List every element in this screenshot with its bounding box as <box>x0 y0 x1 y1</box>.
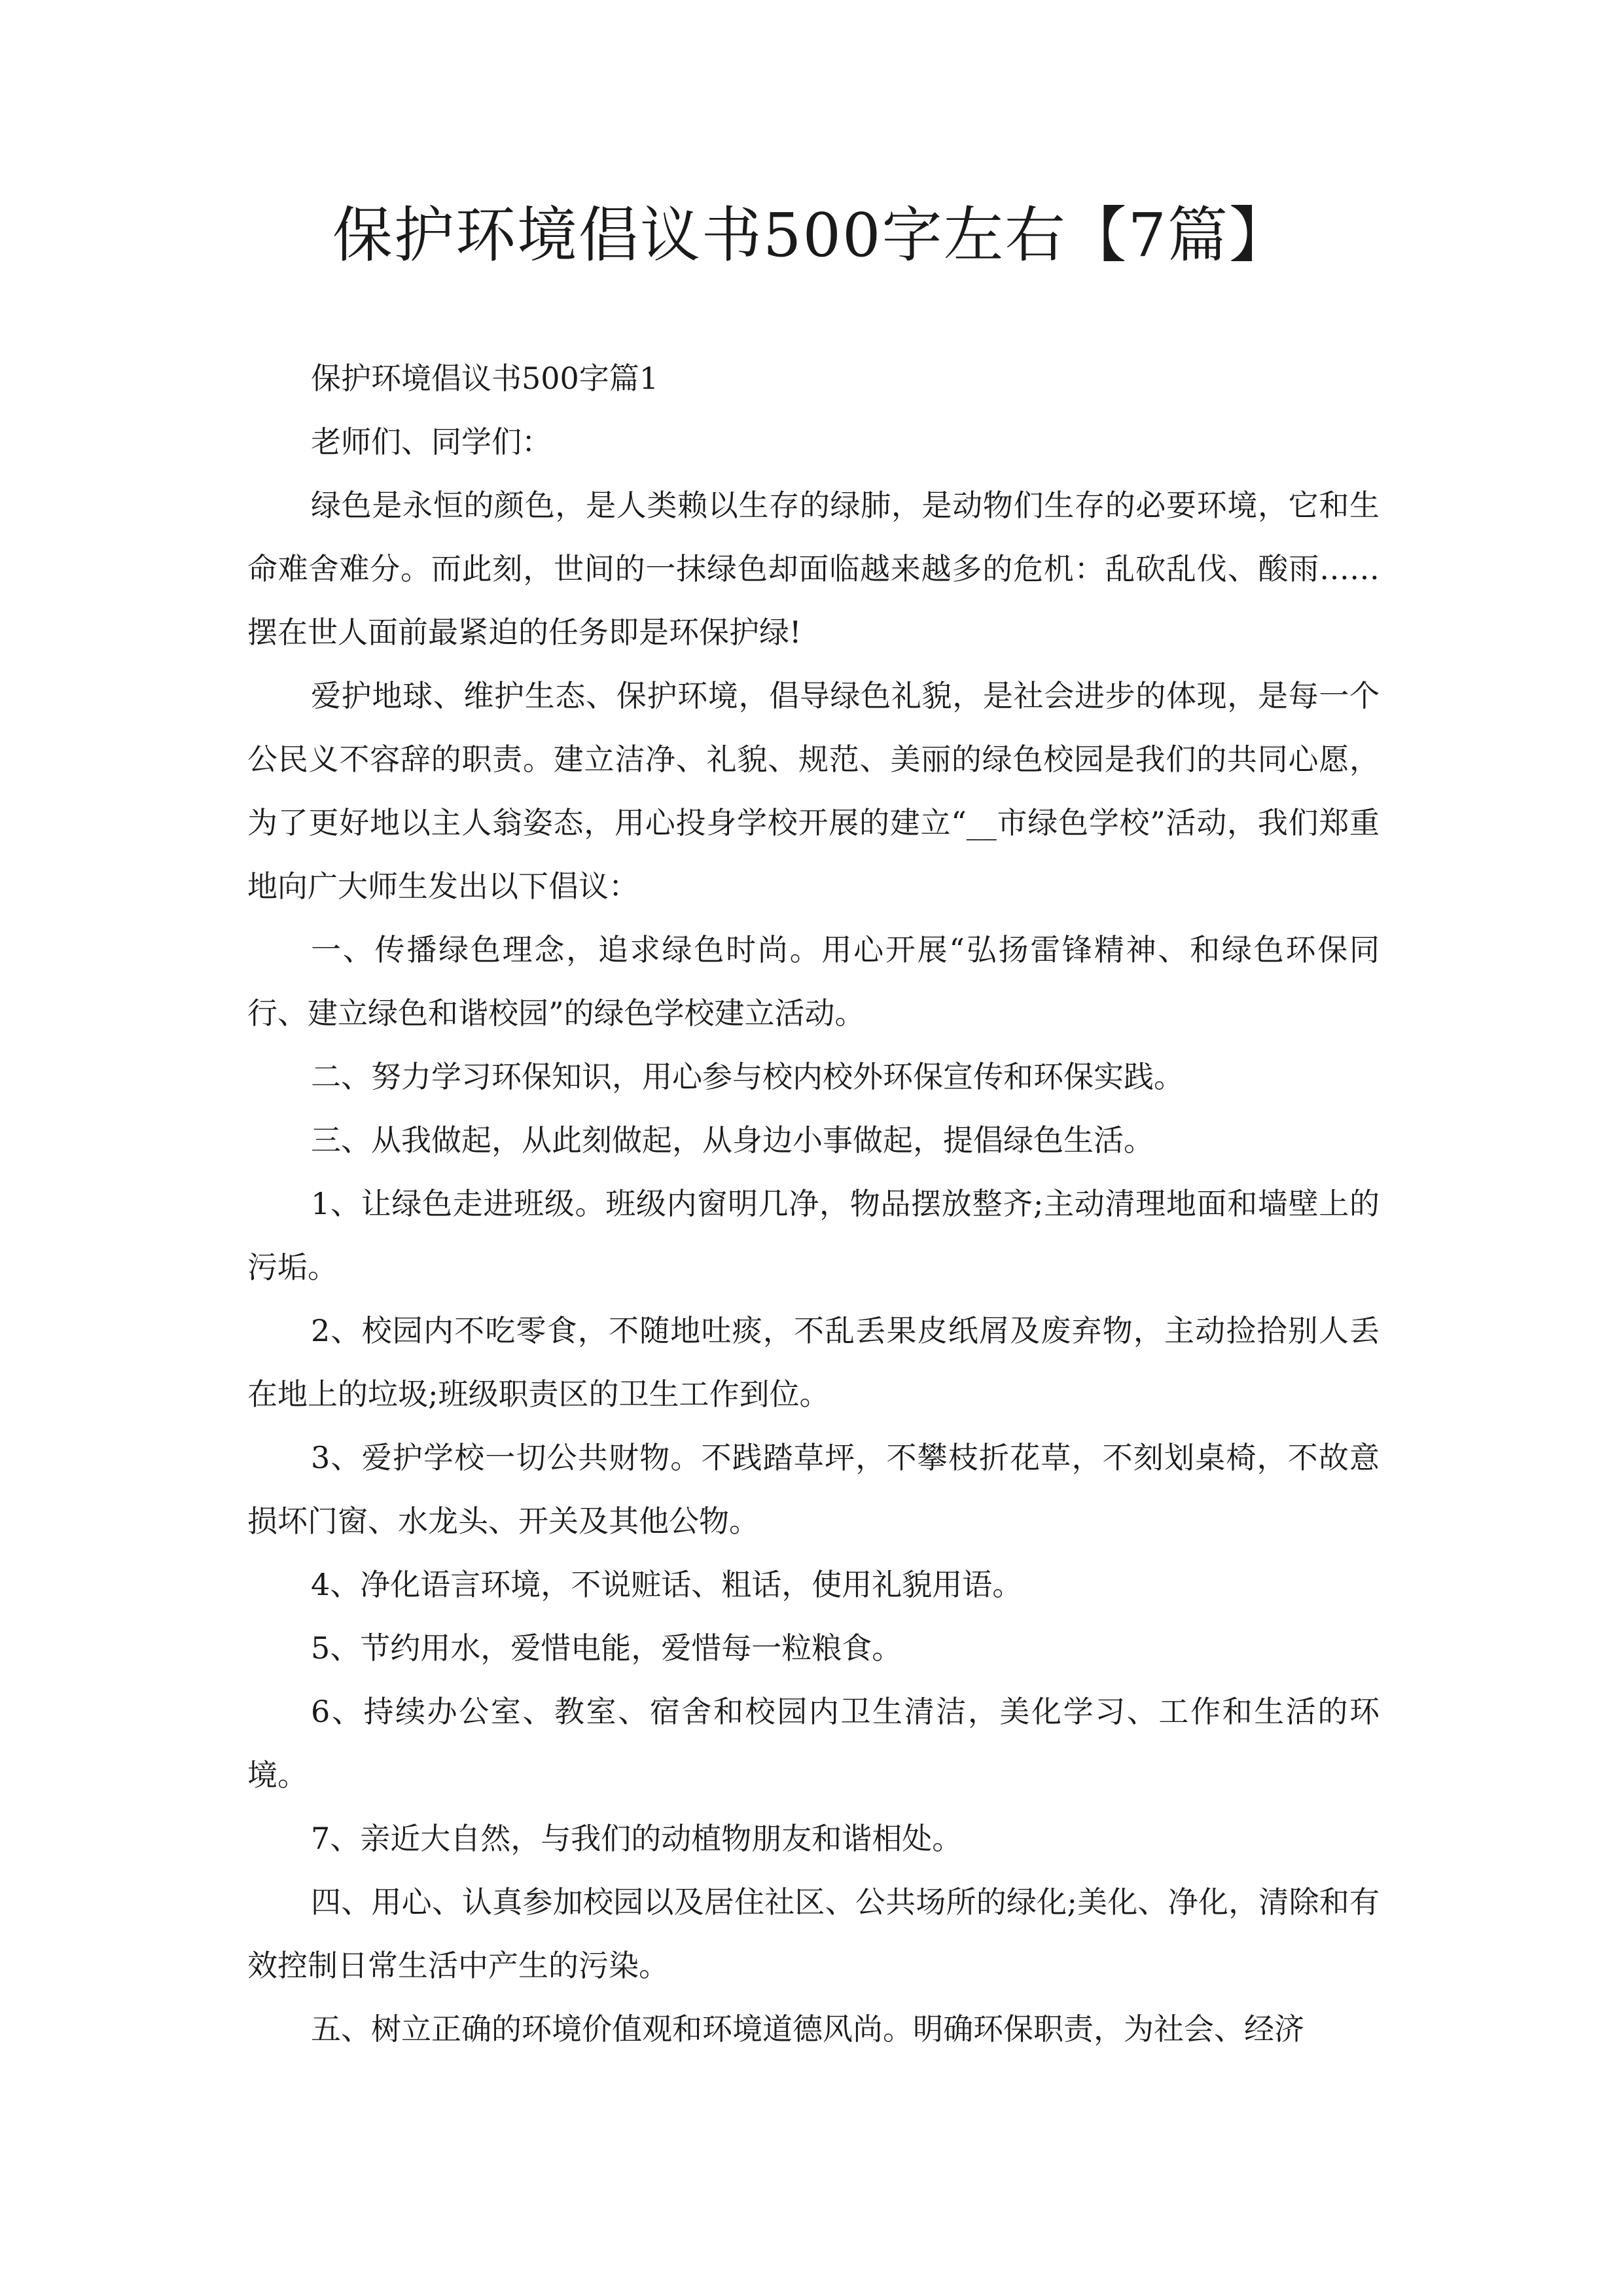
list-item: 2、校园内不吃零食，不随地吐痰，不乱丢果皮纸屑及废弃物，主动捡拾别人丢在地上的垃圾;班级职责区的卫生工作到位。 <box>247 1313 1380 1412</box>
body-paragraph: 绿色是永恒的颜色，是人类赖以生存的绿肺，是动物们生存的必要环境，它和生命难舍难分。而此刻，世间的一抹绿色却面临越来越多的危机：乱砍乱伐、酸雨……摆在世人面前最紧迫的任务即是环保护绿! <box>247 488 1380 650</box>
salutation: 老师们、同学们： <box>311 424 552 459</box>
body-paragraph: 一、传播绿色理念，追求绿色时尚。用心开展“弘扬雷锋精神、和绿色环保同行、建立绿色和谐校园”的绿色学校建立活动。 <box>247 932 1380 1031</box>
body-paragraph: 五、树立正确的环境价值观和环境道德风尚。明确环保职责，为社会、经济 <box>311 2011 1304 2047</box>
document-title: 保护环境倡议书500字左右【7篇】 <box>332 200 1291 270</box>
list-item: 7、亲近大自然，与我们的动植物朋友和谐相处。 <box>311 1821 963 1856</box>
list-item: 1、让绿色走进班级。班级内窗明几净，物品摆放整齐;主动清理地面和墙壁上的污垢。 <box>247 1186 1380 1285</box>
list-item: 3、爱护学校一切公共财物。不践踏草坪，不攀枝折花草，不刻划桌椅，不故意损坏门窗、水龙头、开关及其他公物。 <box>247 1440 1380 1539</box>
list-item: 6、持续办公室、教室、宿舍和校园内卫生清洁，美化学习、工作和生活的环境。 <box>247 1694 1380 1793</box>
body-paragraph: 二、努力学习环保知识，用心参与校内校外环保宣传和环保实践。 <box>311 1059 1184 1094</box>
body-paragraph: 三、从我做起，从此刻做起，从身边小事做起，提倡绿色生活。 <box>311 1122 1154 1158</box>
list-item: 5、节约用水，爱惜电能，爱惜每一粒粮食。 <box>311 1630 902 1666</box>
document-body <box>247 347 1380 2061</box>
list-item: 4、净化语言环境，不说赃话、粗话，使用礼貌用语。 <box>311 1567 1023 1602</box>
section-heading: 保护环境倡议书500字篇1 <box>311 361 659 396</box>
body-paragraph: 爱护地球、维护生态、保护环境，倡导绿色礼貌，是社会进步的体现，是每一个公民义不容辞的职责。建立洁净、礼貌、规范、美丽的绿色校园是我们的共同心愿，为了更好地以主人翁姿态，用心投身学校开展的建立“__市绿色学校”活动，我们郑重地向广大师生发出以下倡议： <box>247 678 1380 904</box>
body-paragraph: 四、用心、认真参加校园以及居住社区、公共场所的绿化;美化、净化，清除和有效控制日常生活中产生的污染。 <box>247 1884 1380 1983</box>
